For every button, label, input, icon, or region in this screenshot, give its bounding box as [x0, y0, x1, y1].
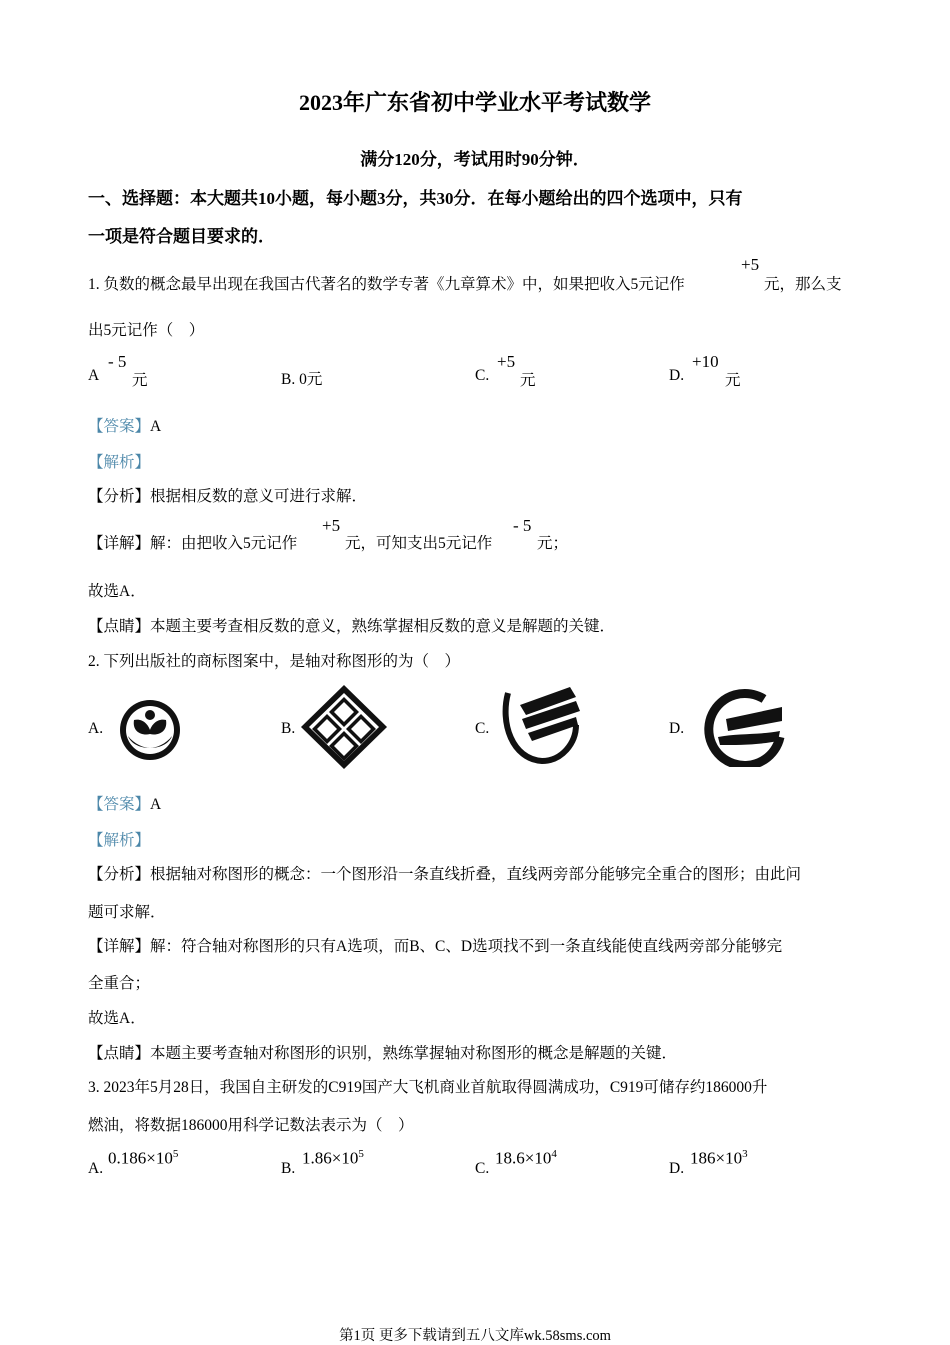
q3-option-c-label: C.: [475, 1160, 490, 1177]
q2-guxuan: 故选A．: [88, 1010, 146, 1027]
q1-option-a-label: A: [88, 367, 100, 384]
q2-fenxi-line1: [88, 862, 801, 884]
q1-option-d-unit: 元: [725, 372, 741, 389]
publisher-logo-c-image: [498, 683, 584, 765]
q1-xiangjie-math2: - 5: [513, 516, 532, 535]
q3-option-b-base: 1.86×10: [302, 1148, 359, 1168]
q3-option-a-exp: 5: [172, 1148, 179, 1160]
q2-answer: [88, 792, 161, 814]
q2-xiangjie-line1: [88, 934, 782, 956]
q1-option-a-math: - 5: [108, 352, 127, 371]
xiangjie-tag: 【详解】: [88, 938, 151, 955]
fenxi-text: 根据轴对称图形的概念：一个图形沿一条直线折叠，直线两旁部分能够完全重合的图形；由此问: [150, 866, 802, 883]
q1-fenxi: [88, 484, 367, 506]
publisher-logo-d-image: [698, 685, 786, 767]
xiangjie-text-a: 解：由把收入5元记作: [150, 535, 298, 552]
q1-option-d-math: +10: [692, 352, 719, 371]
publisher-logo-a-image: [116, 696, 184, 764]
page-title: 2023年广东省初中学业水平考试数学: [298, 90, 651, 115]
section-heading-line2: 一项是符合题目要求的．: [88, 227, 275, 246]
answer-tag: 【答案】: [88, 418, 151, 435]
q2-xiangjie-line2: 全重合；: [88, 975, 151, 992]
q3-stem-line2: 燃油，将数据186000用科学记数法表示为（ ）: [88, 1117, 414, 1134]
q1-xiangjie-b: 元，可知支出5元记作: [345, 535, 493, 552]
q1-stem-line2: 出5元记作（ ）: [88, 322, 205, 339]
q2-fenxi-line2: 题可求解．: [88, 904, 166, 921]
publisher-logo-b-image: [299, 683, 389, 771]
q1-analysis-tag: 【解析】: [88, 454, 151, 471]
dianjing-tag: 【点睛】: [88, 618, 151, 635]
q3-option-d-label: D.: [669, 1160, 685, 1177]
q3-option-a-label: A.: [88, 1160, 104, 1177]
q3-option-a-base: 0.186×10: [108, 1148, 173, 1168]
q1-stem-line1-end: 元，那么支: [764, 276, 842, 293]
xiangjie-tag: 【详解】: [88, 535, 151, 552]
q1-stem-line1: 1. 负数的概念最早出现在我国古代著名的数学专著《九章算术》中，如果把收入5元记作: [88, 276, 685, 293]
q3-option-d-exp: 3: [742, 1148, 748, 1160]
q1-option-c-unit: 元: [520, 372, 536, 389]
q1-xiangjie-c: 元；: [537, 535, 569, 552]
xiangjie-text: 解：符合轴对称图形的只有A选项，而B、C、D选项找不到一条直线能使直线两旁部分能够完: [150, 938, 783, 955]
q2-option-d-label: D.: [669, 720, 685, 737]
q2-option-a-label: A.: [88, 720, 104, 737]
q3-option-c-exp: 4: [551, 1148, 557, 1160]
q3-option-a-math: [108, 1148, 178, 1169]
answer-value: A: [150, 418, 162, 435]
page-subtitle: 满分120分，考试用时90分钟．: [360, 150, 590, 169]
q1-dianjing: [88, 614, 615, 636]
q3-option-c-base: 18.6×10: [495, 1148, 552, 1168]
q3-option-b-math: [302, 1148, 364, 1169]
fenxi-tag: 【分析】: [88, 866, 151, 883]
fenxi-text: 根据相反数的意义可进行求解．: [150, 488, 368, 505]
q1-xiangjie-math1: +5: [322, 516, 341, 535]
answer-value: A: [150, 796, 162, 813]
dianjing-tag: 【点睛】: [88, 1045, 151, 1062]
q2-option-c-label: C.: [475, 720, 490, 737]
q3-option-d-base: 186×10: [690, 1148, 743, 1168]
answer-tag: 【答案】: [88, 796, 151, 813]
q2-analysis-tag: 【解析】: [88, 832, 151, 849]
q1-option-c-label: C.: [475, 367, 490, 384]
q1-option-a-unit: 元: [132, 372, 148, 389]
q1-option-c-math: +5: [497, 352, 516, 371]
dianjing-text: 本题主要考查轴对称图形的识别，熟练掌握轴对称图形的概念是解题的关键．: [150, 1045, 678, 1062]
q3-option-b-exp: 5: [358, 1148, 364, 1160]
page-footer: 第1页 更多下载请到五八文库wk.58sms.com: [339, 1328, 611, 1344]
fenxi-tag: 【分析】: [88, 488, 151, 505]
q3-option-d-math: [690, 1148, 748, 1169]
q1-answer: [88, 414, 161, 436]
q1-stem-math: +5: [741, 255, 760, 274]
dianjing-text: 本题主要考查相反数的意义，熟练掌握相反数的意义是解题的关键．: [150, 618, 616, 635]
q2-option-b-label: B.: [281, 720, 296, 737]
q1-xiangjie-a: [88, 531, 297, 553]
section-heading-line1: 一、选择题：本大题共10小题，每小题3分，共30分．在每小题给出的四个选项中，只有: [88, 189, 743, 208]
q1-option-b: B. 0元: [281, 371, 323, 388]
q2-dianjing: [88, 1041, 677, 1063]
q3-option-b-label: B.: [281, 1160, 296, 1177]
q3-option-c-math: [495, 1148, 557, 1169]
q1-option-d-label: D.: [669, 367, 685, 384]
q2-stem: 2. 下列出版社的商标图案中，是轴对称图形的为（ ）: [88, 653, 461, 670]
q3-stem-line1: 3. 2023年5月28日，我国自主研发的C919国产大飞机商业首航取得圆满成功，C919可储存约186000升: [88, 1079, 768, 1096]
q1-guxuan: 故选A．: [88, 583, 146, 600]
